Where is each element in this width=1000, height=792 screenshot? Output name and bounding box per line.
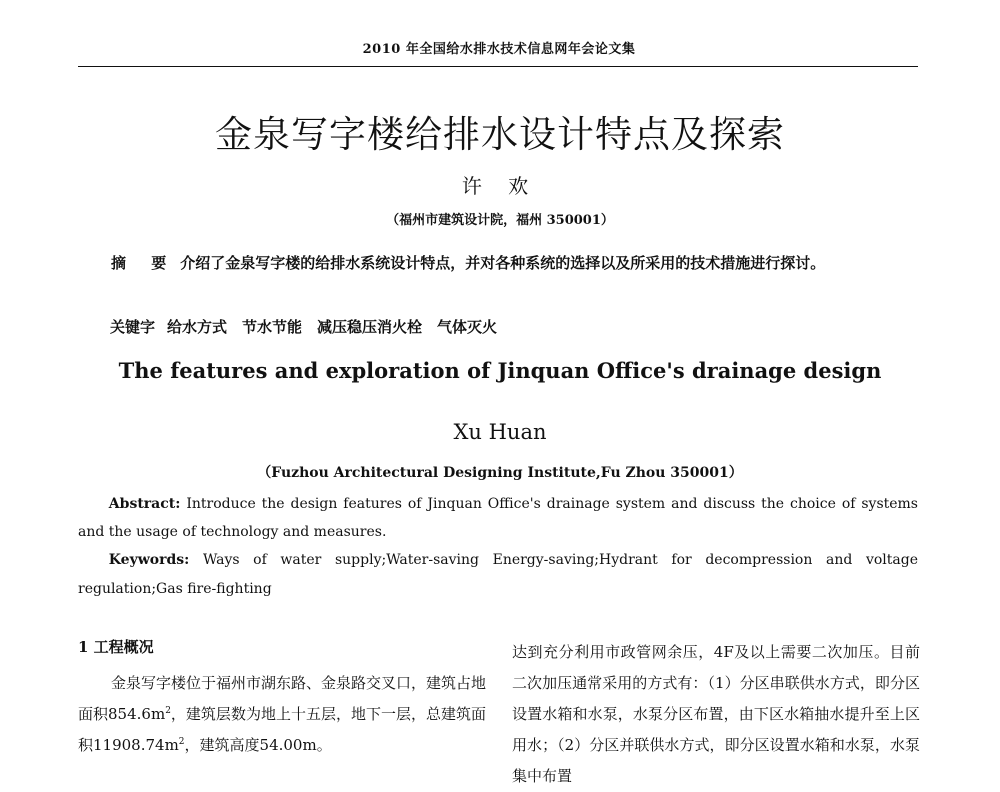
abstract-en-text: Introduce the design features of Jinquan Office's drainage system and discuss the choice of systems and the usage of technology and measures. [78,496,918,540]
abstract-cn-label: 摘 要 [111,254,177,272]
author-cn: 许 欢 [461,174,539,198]
keywords-cn-label: 关键字 [110,318,156,336]
affiliation-cn: （福州市建筑设计院，福州 350001） [386,213,614,228]
paper-title-cn: 金泉写字楼给排水设计特点及探索 [215,113,785,156]
body-left-part2: ，建筑层数为地上十五层，地下一层，总建筑面积11908.74m [78,705,486,754]
body-column-left [78,668,486,761]
keywords-cn-text: 给水方式 节水节能 减压稳压消火栓 气体灭火 [167,318,498,336]
keywords-en-text: Ways of water supply;Water-saving Energy-saving;Hydrant for decompression and voltage regulation;Gas fire-fighting [78,552,918,597]
header-rule [78,66,918,67]
affiliation-en: （Fuzhou Architectural Designing Institute,Fu Zhou 350001） [257,465,743,481]
author-en: Xu Huan [453,420,547,444]
abstract-cn-text: 介绍了金泉写字楼的给排水系统设计特点，并对各种系统的选择以及所采用的技术措施进行探讨。 [180,254,826,272]
body-left-part3: ，建筑高度54.00m。 [184,736,332,754]
keywords-en [78,546,918,604]
keywords-cn [110,316,910,337]
running-header: 2010 年全国给水排水技术信息网年会论文集 [362,42,636,57]
paper-title-en: The features and exploration of Jinquan Office's drainage design [118,358,882,383]
sup-area-1: 2 [165,706,171,716]
sup-area-2: 2 [178,737,185,747]
body-column-right: 达到充分利用市政管网余压，4F及以上需要二次加压。目前二次加压通常采用的方式有：（1）分区串联供水方式，即分区设置水箱和水泵，水泵分区布置，由下区水箱抽水提升至上区用水；（2）分区并联供水方式，即分区设置水箱和水泵，水泵集中布置 [512,643,920,785]
keywords-en-label: Keywords: [108,552,190,568]
section-1-title: 1 工程概况 [78,638,154,656]
body-left-part1: 金泉写字楼位于福州市湖东路、金泉路交叉口，建筑占地面积854.6m [78,674,487,723]
abstract-en [78,490,918,546]
abstract-cn [78,247,918,279]
abstract-en-label: Abstract: [108,496,181,512]
